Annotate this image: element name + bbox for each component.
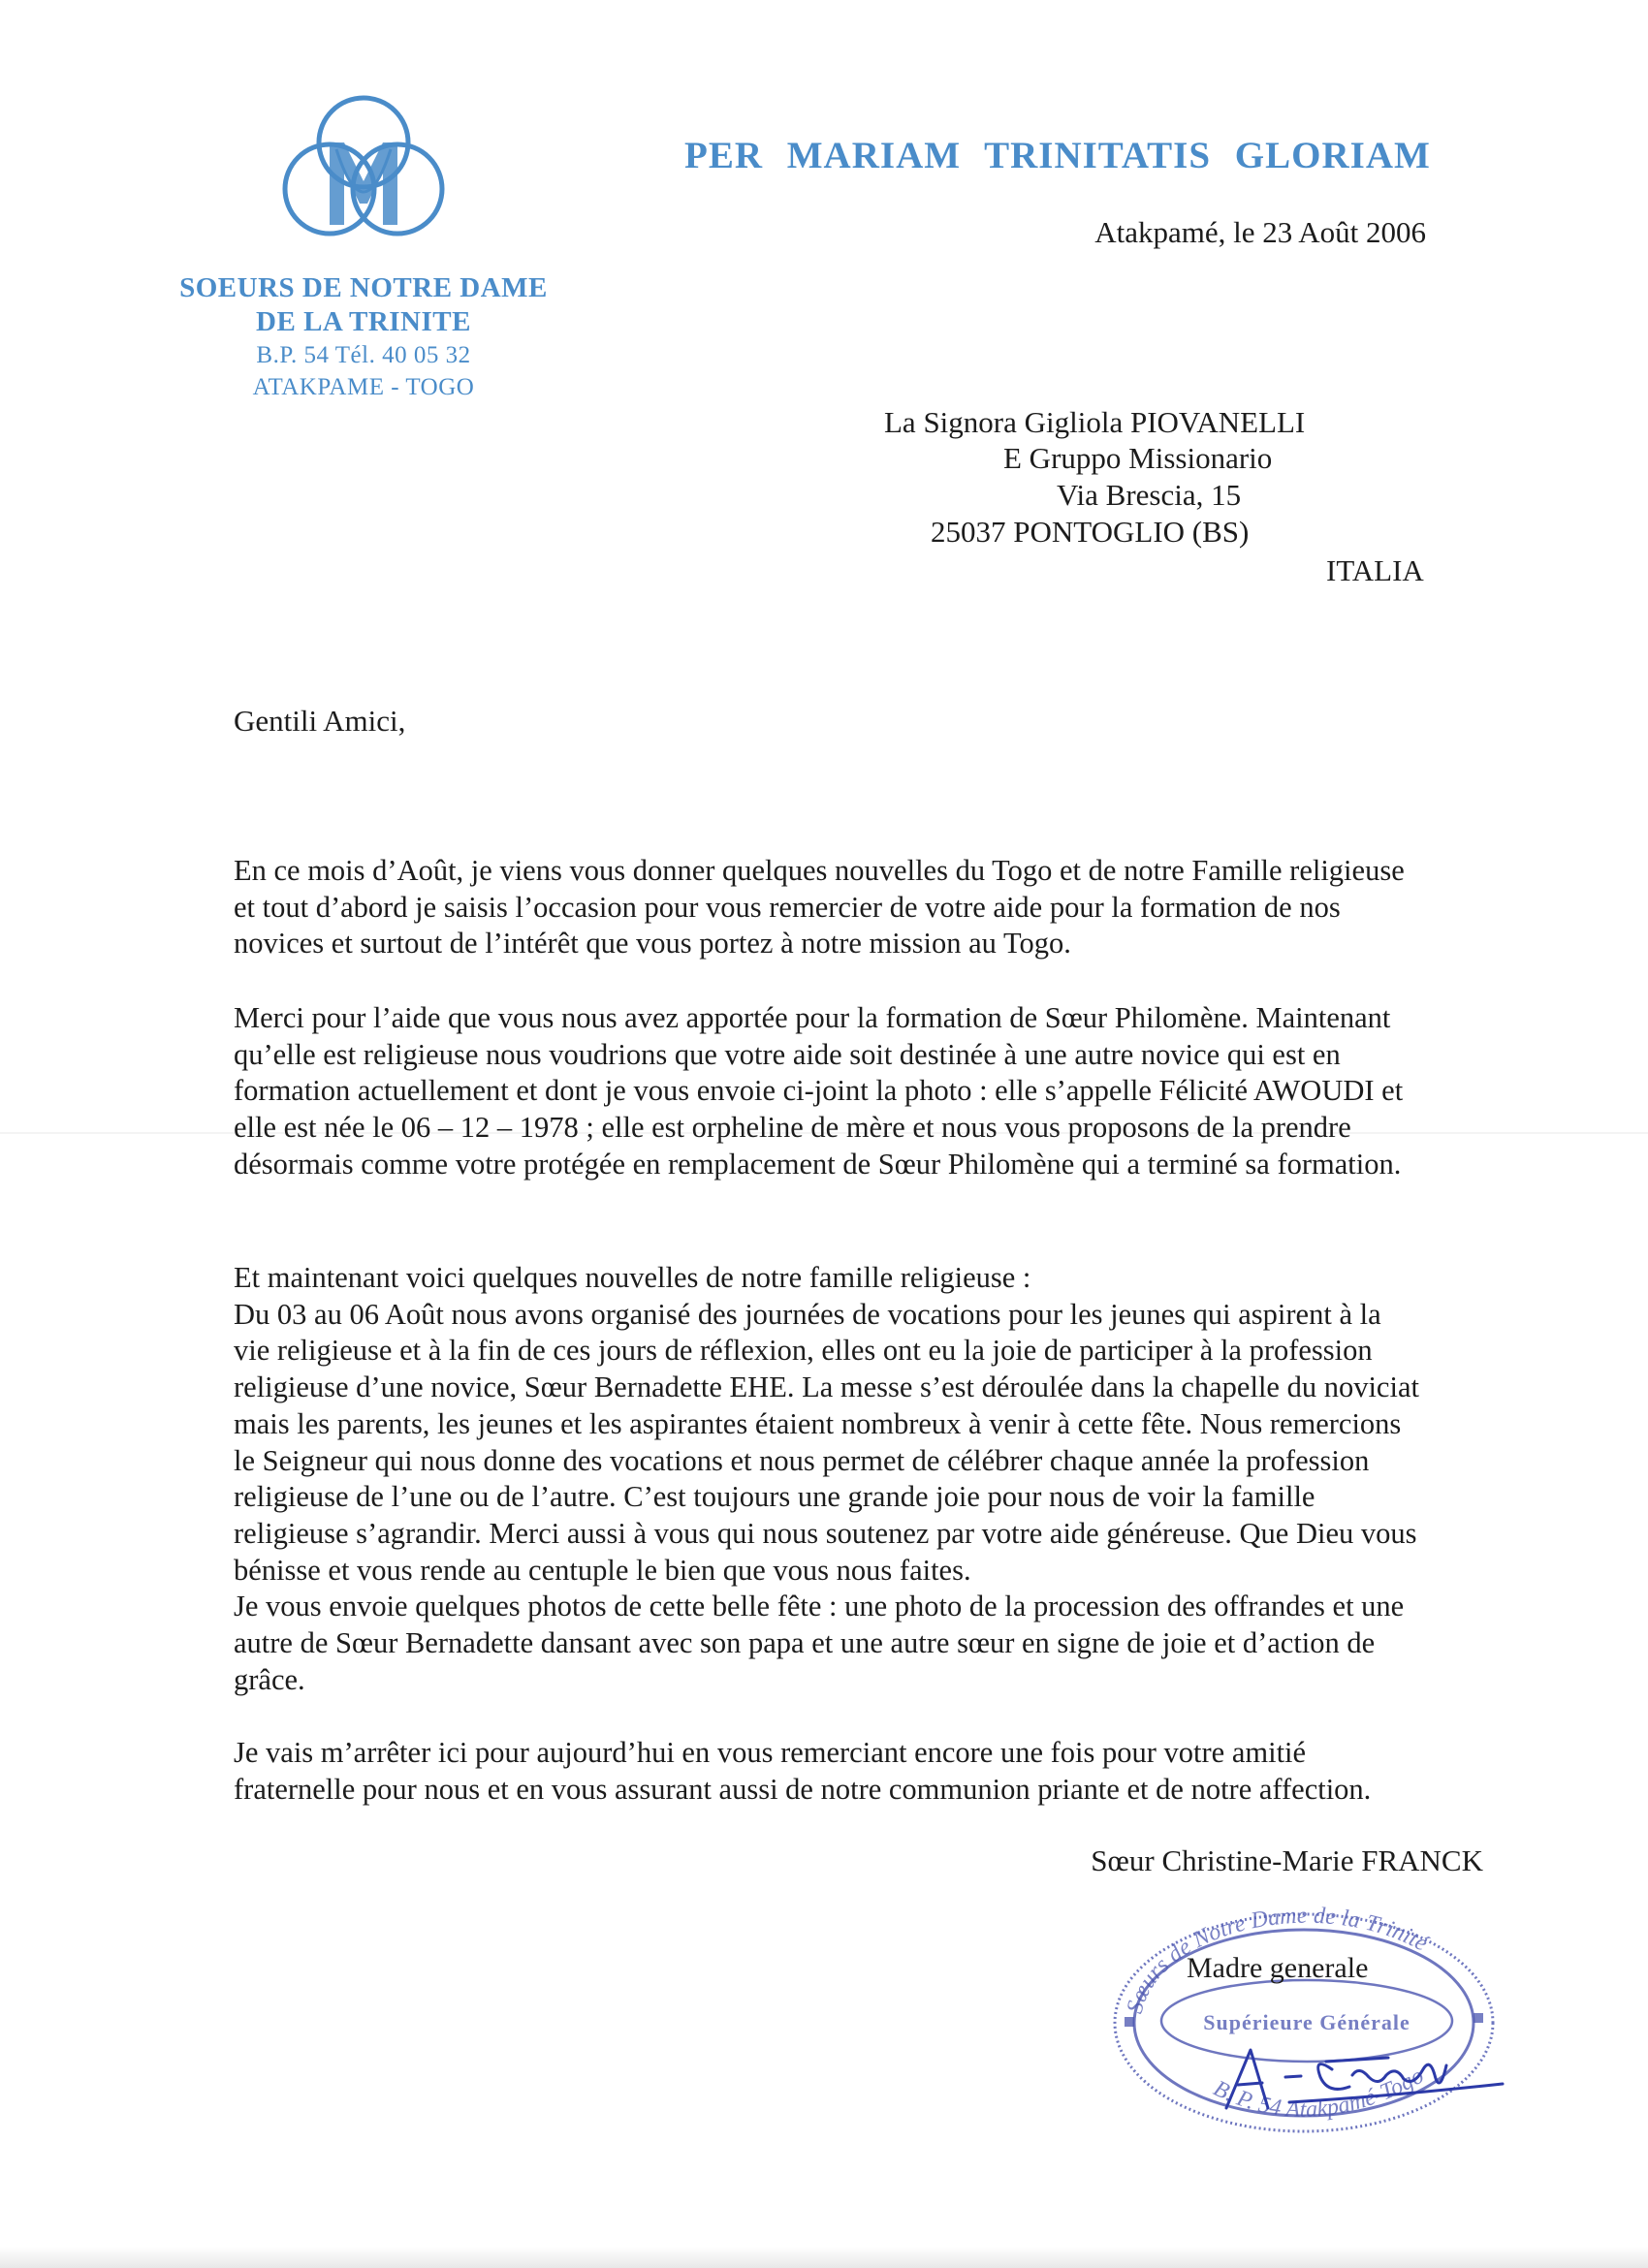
recipient-name: La Signora Gigliola PIOVANELLI [884, 405, 1306, 439]
signer-role: Madre generale [1187, 1952, 1369, 1984]
org-name-line1: SOEURS DE NOTRE DAME [179, 272, 548, 303]
recipient-country: ITALIA [1326, 553, 1424, 587]
paragraph-line: bénisse et vous rende au centuple le bien que vous nous faites. [234, 1553, 971, 1587]
salutation: Gentili Amici, [234, 704, 406, 738]
org-location: ATAKPAME - TOGO [252, 374, 475, 400]
paragraph-line: religieuse de l’une ou de l’autre. C’est toujours une grande joie pour nous de voir la famille [234, 1480, 1315, 1514]
scan-bottom-edge [0, 2247, 1648, 2268]
paragraph-line: mais les parents, les jeunes et les aspirantes étaient nombreux à venir à cette fête. Nous remercions [234, 1406, 1402, 1440]
paragraph-line: novices et surtout de l’intérêt que vous portez à notre mission au Togo. [234, 927, 1071, 961]
paragraph-line: Et maintenant voici quelques nouvelles de notre famille religieuse : [234, 1261, 1031, 1294]
body-paragraph-2 [234, 1000, 1536, 1183]
body-paragraph-4 [234, 1735, 1536, 1808]
paragraph-line: Merci pour l’aide que vous nous avez apportée pour la formation de Sœur Philomène. Maintenant [234, 1001, 1391, 1034]
paragraph-line: le Seigneur qui nous donne des vocations et nous permet de célébrer chaque année la profession [234, 1443, 1370, 1477]
body-paragraph-3 [234, 1260, 1536, 1698]
svg-text:Supérieure Générale: Supérieure Générale [1203, 2010, 1410, 2034]
paragraph-line: autre de Sœur Bernadette dansant avec son papa et une autre sœur en signe de joie et d’action de [234, 1626, 1376, 1660]
dateline: Atakpamé, le 23 Août 2006 [1094, 215, 1426, 249]
official-oval-stamp [1095, 1895, 1512, 2147]
org-contact: B.P. 54 Tél. 40 05 32 [256, 342, 471, 368]
recipient-group: E Gruppo Missionario [1003, 441, 1273, 475]
organization-block [136, 271, 591, 403]
paragraph-line: Je vous envoie quelques photos de cette belle fête : une photo de la procession des offrandes et une [234, 1590, 1405, 1623]
paragraph-line: qu’elle est religieuse nous voudrions que votre aide soit destinée à une autre novice qui est en [234, 1037, 1341, 1071]
paragraph-line: désormais comme votre protégée en remplacement de Sœur Philomène qui a terminé sa formation. [234, 1147, 1402, 1181]
paragraph-line: Du 03 au 06 Août nous avons organisé des journées de vocations pour les jeunes qui aspirent à la [234, 1297, 1381, 1331]
paragraph-line: En ce mois d’Août, je viens vous donner quelques nouvelles du Togo et de notre Famille religieuse [234, 854, 1405, 887]
org-name-line2: DE LA TRINITE [256, 306, 471, 337]
paragraph-line: formation actuellement et dont je vous envoie ci-joint la photo : elle s’appelle Félicité AWOUDI et [234, 1074, 1404, 1108]
paragraph-line: et tout d’abord je saisis l’occasion pour vous remercier de votre aide pour la formation de nos [234, 890, 1341, 924]
svg-text:Sœurs de Notre Dame de la Trin: Sœurs de Notre Dame de la Trinité [1122, 1903, 1432, 2017]
trinity-rings-monogram-logo [276, 89, 451, 244]
paragraph-line: vie religieuse et à la fin de ces jours de réflexion, elles ont eu la joie de participer à la profession [234, 1334, 1373, 1368]
letterhead-motto: PER MARIAM TRINITATIS GLORIAM [684, 135, 1431, 176]
paragraph-line: religieuse d’une novice, Sœur Bernadette EHE. La messe s’est déroulée dans la chapelle du noviciat [234, 1370, 1419, 1404]
recipient-city: 25037 PONTOGLIO (BS) [931, 515, 1250, 549]
recipient-street: Via Brescia, 15 [1057, 478, 1242, 512]
paragraph-line: elle est née le 06 – 12 – 1978 ; elle est orpheline de mère et nous vous proposons de la prendre [234, 1111, 1351, 1145]
body-paragraph-1 [234, 853, 1536, 962]
paragraph-line: grâce. [234, 1662, 305, 1696]
paragraph-line: fraternelle pour nous et en vous assurant aussi de notre communion priante et de notre affection. [234, 1772, 1372, 1806]
signer-name: Sœur Christine-Marie FRANCK [1091, 1843, 1483, 1877]
paragraph-line: religieuse s’agrandir. Merci aussi à vous qui nous soutenez par votre aide généreuse. Que Dieu vous [234, 1516, 1417, 1550]
paragraph-line: Je vais m’arrêter ici pour aujourd’hui en vous remerciant encore une fois pour votre amitié [234, 1736, 1307, 1769]
svg-text:B. P. 54 Atakpamé-Togo: B. P. 54 Atakpamé-Togo [1209, 2063, 1429, 2123]
